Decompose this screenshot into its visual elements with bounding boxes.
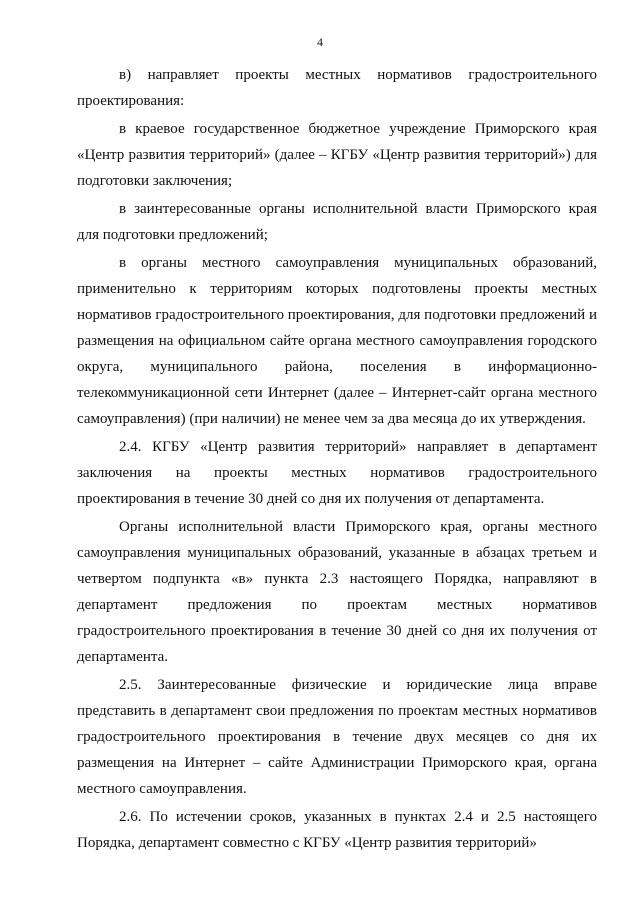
paragraph-3v-intro: в) направляет проекты местных нормативов градостроительного проектирования: [77,67,597,109]
document-body [77,62,597,856]
paragraph-executive-bodies-recipient: в заинтересованные органы исполнительной власти Приморского края для подготовки предложений; [77,201,597,243]
paragraph-2-4: 2.4. КГБУ «Центр развития территорий» направляет в департамент заключения на проекты местных нормативов градостроительного проектирования в течение 30 дней со дня их получения от департамента. [77,439,597,507]
paragraph-executive-bodies-proposals: Органы исполнительной власти Приморского края, органы местного самоуправления муниципальных образований, указанные в абзацах третьем и четвертом подпункта «в» пункта 2.3 настоящего Порядка, направляют в департамент предложения по проектам местных нормативов градостроительного проектирования в течение 30 дней со дня их получения от департамента. [77,519,597,665]
paragraph-2-5: 2.5. Заинтересованные физические и юридические лица вправе представить в департамент свои предложения по проектам местных нормативов градостроительного проектирования в течение двух месяцев со дня их размещения на Интернет – сайте Администрации Приморского края, органа местного самоуправления. [77,677,597,797]
paragraph-2-6: 2.6. По истечении сроков, указанных в пунктах 2.4 и 2.5 настоящего Порядка, департамент совместно с КГБУ «Центр развития территорий» [77,809,597,851]
paragraph-kgbu-recipient: в краевое государственное бюджетное учреждение Приморского края «Центр развития территорий» (далее – КГБУ «Центр развития территорий») для подготовки заключения; [77,121,597,189]
page-number: 4 [317,35,323,49]
paragraph-local-government-recipient: в органы местного самоуправления муниципальных образований, применительно к территориям которых подготовлены проекты местных нормативов градостроительного проектирования, для подготовки предложений и размещения на официальном сайте органа местного самоуправления городского округа, муниципального района, поселения в информационно-телекоммуникационной сети Интернет (далее – Интернет-сайт органа местного самоуправления) (при наличии) не менее чем за два месяца до их утверждения. [77,255,597,427]
